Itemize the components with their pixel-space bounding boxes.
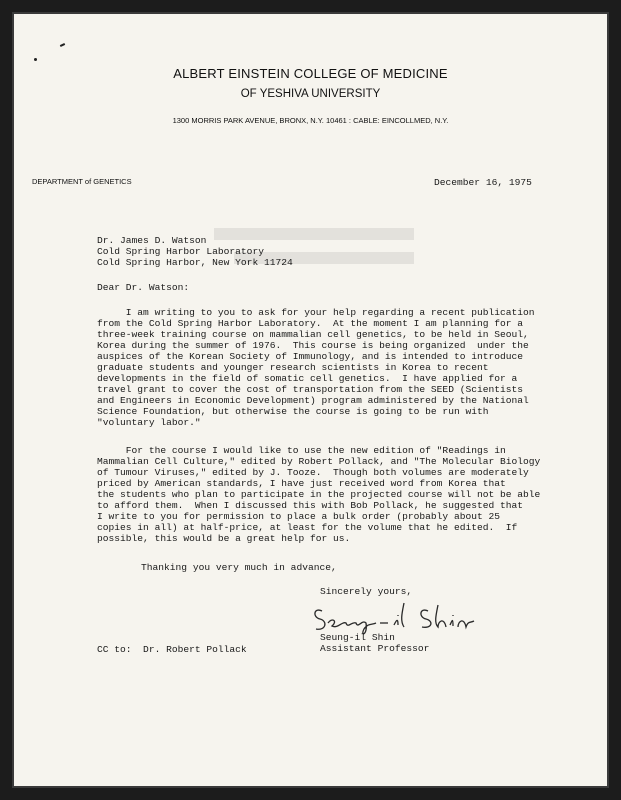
- signer-name: Seung-il Shin: [320, 632, 395, 643]
- letterhead-university: OF YESHIVA UNIVERSITY: [240, 88, 381, 100]
- stray-mark: [60, 43, 65, 47]
- letter-page: [12, 12, 609, 788]
- body-line: possible, this would be a great help for us.: [97, 533, 351, 544]
- body-paragraph-2: [97, 445, 540, 544]
- body-line: priced by American standards, I have just received word from Korea that: [97, 478, 506, 489]
- recipient-city: Cold Spring Harbor, New York 11724: [97, 257, 293, 268]
- recipient-org: Cold Spring Harbor Laboratory: [97, 246, 264, 257]
- body-line: developments in the field of somatic cell genetics. I have applied for a: [97, 373, 518, 384]
- body-line: I write to you for permission to place a bulk order (probably about 25: [97, 511, 501, 522]
- body-line: auspices of the Korean Society of Immunology, and is intended to introduce: [97, 351, 524, 362]
- body-line: the students who plan to participate in the projected course will not be able: [97, 489, 541, 500]
- salutation: Dear Dr. Watson:: [97, 282, 190, 293]
- letterhead-address: 1300 MORRIS PARK AVENUE, BRONX, N.Y. 10461 : CABLE: EINCOLLMED, N.Y.: [172, 116, 449, 125]
- thanks-line: Thanking you very much in advance,: [141, 562, 337, 573]
- body-paragraph-1: [97, 307, 535, 428]
- body-line: "voluntary labor.": [97, 417, 201, 428]
- body-line: Mammalian Cell Culture," edited by Robert Pollack, and "The Molecular Biology: [97, 456, 541, 467]
- body-line: Korea during the summer of 1976. This course is being organized under the: [97, 340, 529, 351]
- body-line: and Engineers in Economic Development) program administered by the National: [97, 395, 529, 406]
- body-line: I am writing to you to ask for your help regarding a recent publication: [97, 307, 535, 318]
- body-line: to afford them. When I discussed this with Bob Pollack, he suggested that: [97, 500, 524, 511]
- recipient-name: Dr. James D. Watson: [97, 235, 207, 246]
- body-line: graduate students and younger research scientists in Korea to recent: [97, 362, 489, 373]
- letter-date: December 16, 1975: [434, 177, 532, 188]
- body-line: of Tumour Viruses," edited by J. Tooze. Though both volumes are moderately: [97, 467, 529, 478]
- department-label: DEPARTMENT of GENETICS: [32, 177, 132, 186]
- body-line: For the course I would like to use the new edition of "Readings in: [97, 445, 506, 456]
- cc-line: CC to: Dr. Robert Pollack: [97, 644, 247, 655]
- body-line: three-week training course on mammalian cell genetics, to be held in Seoul,: [97, 329, 529, 340]
- signer-title: Assistant Professor: [320, 643, 430, 654]
- body-line: Science Foundation, but otherwise the course is going to be run with: [97, 406, 489, 417]
- body-line: from the Cold Spring Harbor Laboratory. At the moment I am planning for a: [97, 318, 524, 329]
- signature-block: [320, 632, 429, 654]
- stray-dot: [34, 58, 37, 61]
- body-line: copies in all) at half-price, at least for the volume that he edited. If: [97, 522, 518, 533]
- letterhead-institution: ALBERT EINSTEIN COLLEGE OF MEDICINE: [173, 66, 448, 81]
- recipient-address: [97, 235, 293, 268]
- body-line: travel grant to cover the cost of transportation from the SEED (Scientists: [97, 384, 524, 395]
- closing: Sincerely yours,: [320, 586, 413, 597]
